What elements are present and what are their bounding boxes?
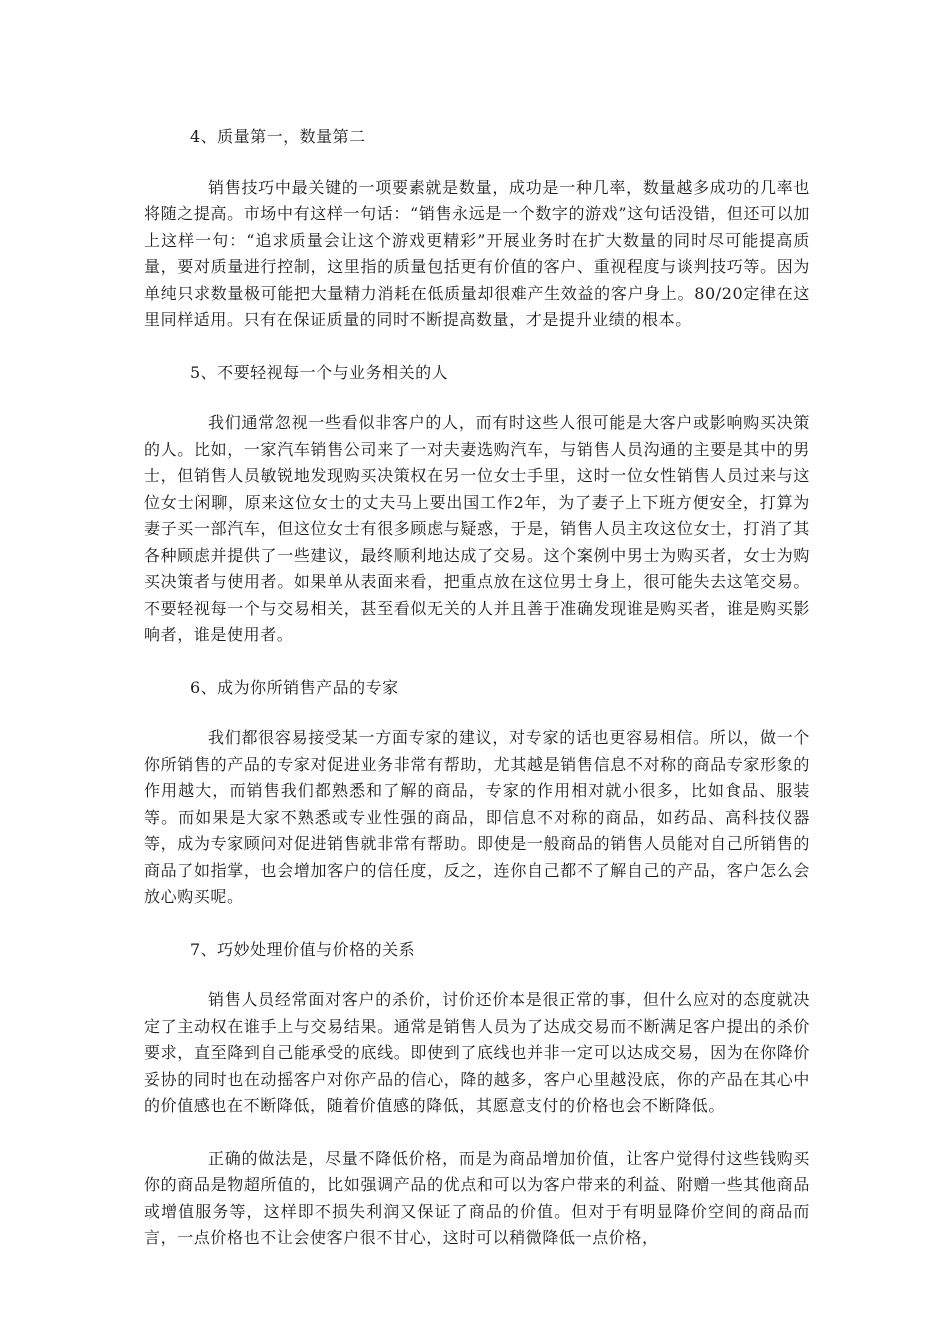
body-paragraph: 我们都很容易接受某一方面专家的建议，对专家的话也更容易相信。所以，做一个你所销售的产品的专家对促进业务非常有帮助，尤其越是销售信息不对称的商品专家形象的作用越大，而销售我们都熟悉和了解的商品，专家的作用相对就小很多，比如食品、服装等。而如果是大家不熟悉或专业性强的商品，即信息不对称的商品，如药品、高科技仪器等，成为专家顾问对促进销售就非常有帮助。即使是一般商品的销售人员能对自己所销售的商品了如指掌，也会增加客户的信任度，反之，连你自己都不了解自己的产品，客户怎么会放心购买呢。 (144, 728, 810, 906)
document-body (144, 124, 810, 1278)
body-paragraph: 正确的做法是，尽量不降低价格，而是为商品增加价值，让客户觉得付这些钱购买你的商品是物超所值的，比如强调产品的优点和可以为客户带来的利益、附赠一些其他商品或增值服务等，这样即不损失利润又保证了商品的价值。但对于有明显降价空间的商品而言，一点价格也不让会使客户很不甘心，这时可以稍微降低一点价格， (144, 1148, 810, 1247)
section-heading: 4、质量第一，数量第二 (190, 127, 366, 146)
section-heading: 5、不要轻视每一个与业务相关的人 (190, 362, 449, 382)
body-paragraph: 销售人员经常面对客户的杀价，讨价还价本是很正常的事，但什么应对的态度就决定了主动权在谁手上与交易结果。通常是销售人员为了达成交易而不断满足客户提出的杀价要求，直至降到自己能承受的底线。即使到了底线也并非一定可以达成交易，因为在你降价妥协的同时也在动摇客户对你产品的信心，降的越多，客户心里越没底，你的产品在其心中的价值感也在不断降低，随着价值感的降低，其愿意支付的价格也会不断降低。 (144, 990, 810, 1115)
section-heading: 6、成为你所销售产品的专家 (190, 677, 399, 697)
body-paragraph: 我们通常忽视一些看似非客户的人，而有时这些人很可能是大客户或影响购买决策的人。比如，一家汽车销售公司来了一对夫妻选购汽车，与销售人员沟通的主要是其中的男士，但销售人员敏锐地发现购买决策权在另一位女士手里，这时一位女性销售人员过来与这位女士闲聊，原来这位女士的丈夫马上要出国工作2年，为了妻子上下班方便安全，打算为妻子买一部汽车，但这位女士有很多顾虑与疑惑，于是，销售人员主攻这位女士，打消了其各种顾虑并提供了一些建议，最终顺利地达成了交易。这个案例中男士为购买者，女士为购买决策者与使用者。如果单从表面来看，把重点放在这位男士身上，很可能失去这笔交易。不要轻视每一个与交易相关，甚至看似无关的人并且善于准确发现谁是购买者，谁是购买影响者，谁是使用者。 (144, 413, 810, 644)
body-paragraph: 销售技巧中最关键的一项要素就是数量，成功是一种几率，数量越多成功的几率也将随之提高。市场中有这样一句话：“销售永远是一个数字的游戏”这句话没错，但还可以加上这样一句：“追求质量会让这个游戏更精彩”开展业务时在扩大数量的同时尽可能提高质量，要对质量进行控制，这里指的质量包括更有价值的客户、重视程度与谈判技巧等。因为单纯只求数量极可能把大量精力消耗在低质量却很难产生效益的客户身上。80/20定律在这里同样适用。只有在保证质量的同时不断提高数量，才是提升业绩的根本。 (144, 177, 810, 329)
section-heading: 7、巧妙处理价值与价格的关系 (190, 939, 416, 959)
